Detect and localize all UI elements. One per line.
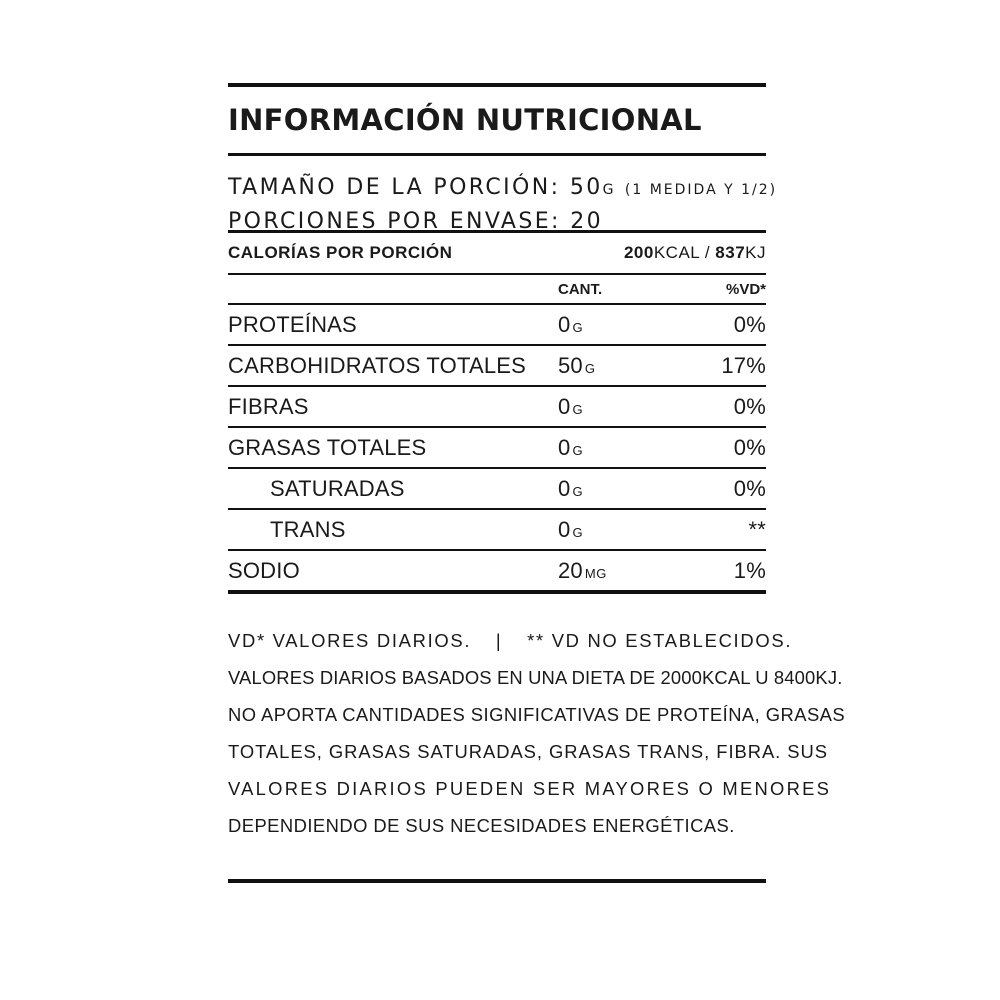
serving-info	[228, 156, 778, 234]
bottom-rule	[228, 879, 766, 883]
nutrient-dv: 0%	[733, 393, 766, 419]
nutrient-amount: 0 G	[558, 434, 584, 460]
label-title: INFORMACIÓN NUTRICIONAL	[228, 103, 702, 137]
column-header-row	[228, 275, 766, 303]
serving-size: TAMAÑO DE LA PORCIÓN: 50G (1 MEDIDA Y 1/2)	[228, 175, 778, 200]
nutrient-row	[228, 346, 766, 385]
nutrient-name: FIBRAS	[228, 393, 309, 419]
footnote-line: VD* VALORES DIARIOS. | ** VD NO ESTABLECIDOS.	[228, 630, 793, 651]
nutrient-name: TRANS	[270, 516, 346, 542]
footnote-line: TOTALES, GRASAS SATURADAS, GRASAS TRANS, FIBRA. SUS	[228, 741, 828, 762]
nutrient-dv: 0%	[733, 311, 766, 337]
nutrition-facts-panel	[228, 83, 846, 844]
serving-size-detail: (1 MEDIDA Y 1/2)	[624, 182, 778, 198]
nutrient-dv: 17%	[721, 352, 766, 378]
nutrient-name: SATURADAS	[270, 475, 405, 501]
calories-value: 200KCAL / 837KJ	[623, 243, 766, 262]
nutrient-amount: 0 G	[558, 393, 584, 419]
nutrient-dv: 0%	[733, 434, 766, 460]
nutrient-dv: **	[748, 516, 766, 542]
footnote-line: VALORES DIARIOS PUEDEN SER MAYORES O MENORES	[228, 778, 832, 799]
nutrient-row	[228, 428, 766, 467]
amount-column-header: CANT.	[558, 280, 603, 298]
nutrient-name: SODIO	[228, 557, 300, 583]
footnote-line: DEPENDIENDO DE SUS NECESIDADES ENERGÉTICAS.	[228, 815, 735, 836]
nutrient-row	[228, 510, 766, 549]
footnote-line: NO APORTA CANTIDADES SIGNIFICATIVAS DE PROTEÍNA, GRASAS	[228, 704, 846, 725]
nutrient-row	[228, 551, 766, 590]
calories-label: CALORÍAS POR PORCIÓN	[228, 243, 453, 262]
nutrient-row	[228, 387, 766, 426]
nutrient-amount: 50 G	[558, 352, 596, 378]
nutrient-name: PROTEÍNAS	[228, 311, 357, 337]
nutrient-name: GRASAS TOTALES	[228, 434, 427, 460]
nutrient-name: CARBOHIDRATOS TOTALES	[228, 352, 527, 378]
servings-per-container: PORCIONES POR ENVASE: 20	[228, 209, 604, 234]
nutrient-dv: 0%	[733, 475, 766, 501]
nutrient-row	[228, 469, 766, 508]
nutrient-dv: 1%	[733, 557, 766, 583]
dv-column-header: %VD*	[725, 280, 766, 298]
nutrient-amount: 0 G	[558, 475, 584, 501]
nutrient-amount: 20 MG	[558, 557, 607, 583]
nutrient-amount: 0 G	[558, 516, 584, 542]
table-bottom-rule	[228, 590, 766, 594]
footnotes	[228, 622, 846, 844]
nutrient-row	[228, 305, 766, 344]
calories-row	[228, 233, 766, 273]
footnote-line: VALORES DIARIOS BASADOS EN UNA DIETA DE 2000KCAL U 8400KJ.	[228, 667, 843, 688]
nutrient-amount: 0 G	[558, 311, 584, 337]
